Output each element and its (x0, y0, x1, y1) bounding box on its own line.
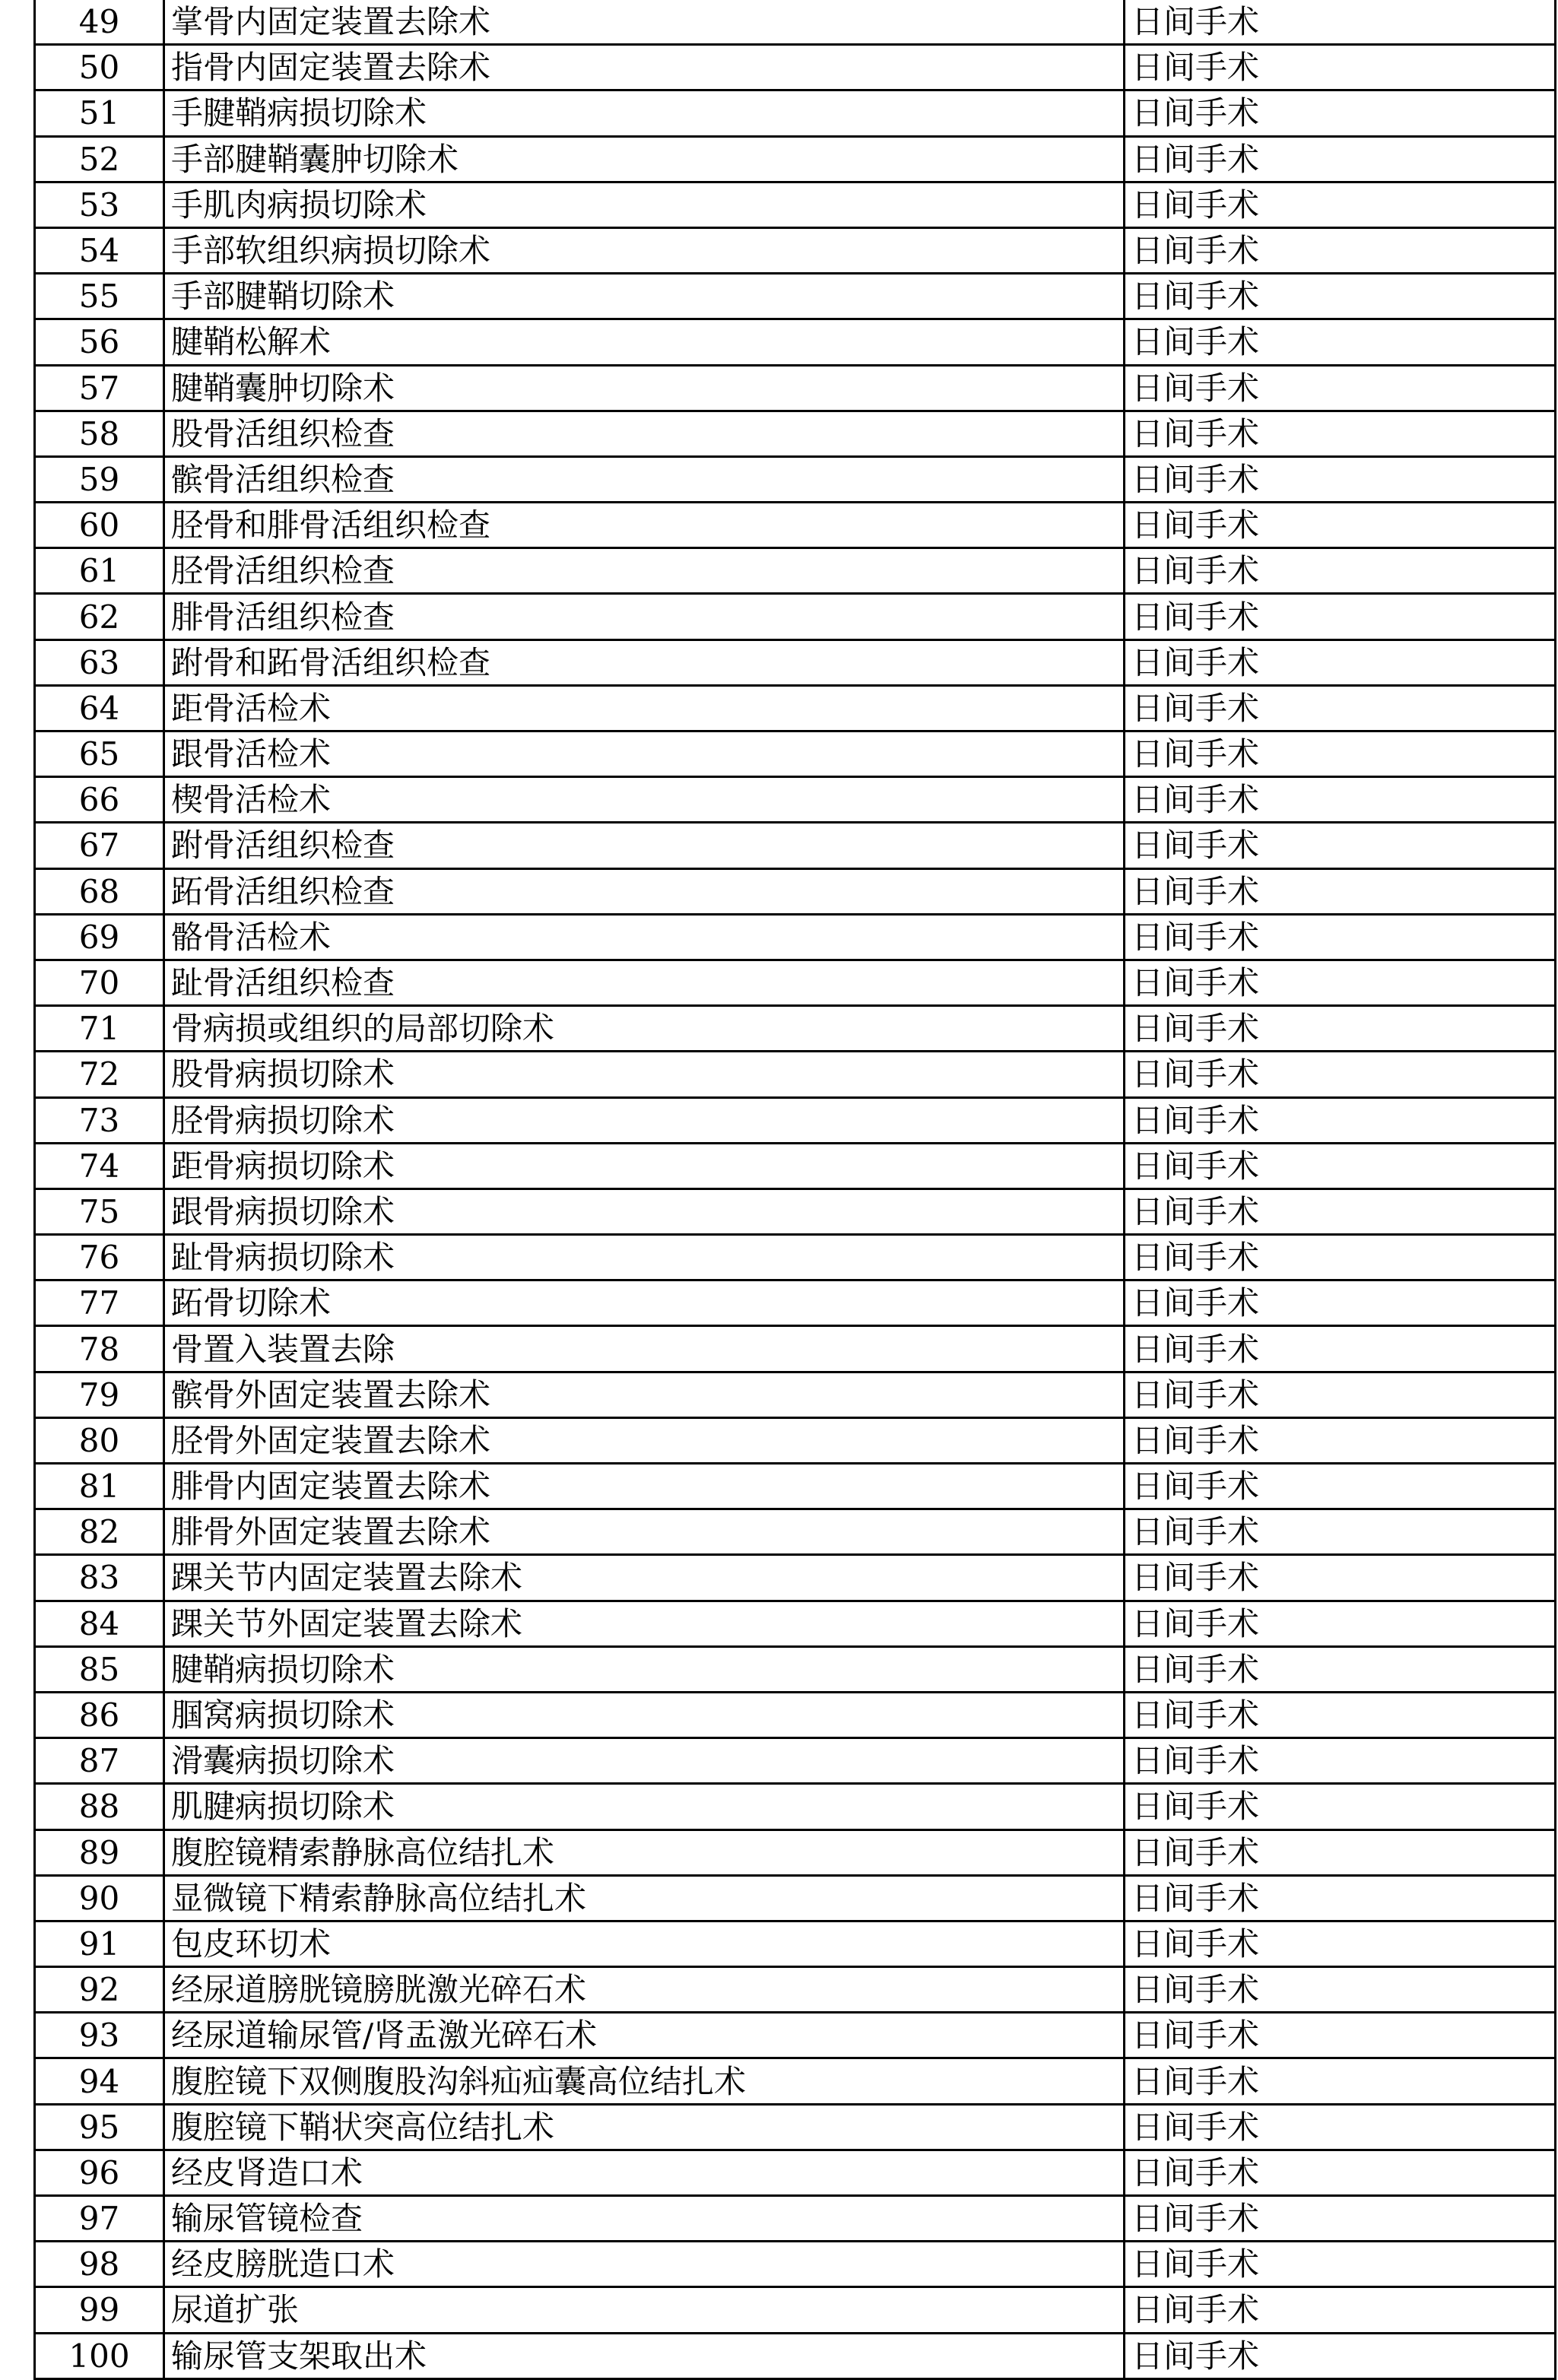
procedure-type-cell: 日间手术 (1125, 182, 1556, 227)
procedure-type-cell: 日间手术 (1125, 960, 1556, 1005)
table-row (35, 2333, 1556, 2378)
table-row (35, 1006, 1556, 1052)
table-row (35, 1601, 1556, 1646)
table-row (35, 914, 1556, 960)
procedure-type-cell: 日间手术 (1125, 503, 1556, 548)
procedure-name-cell: 肌腱病损切除术 (164, 1784, 1125, 1829)
procedure-type-cell: 日间手术 (1125, 1143, 1556, 1188)
row-number-cell: 75 (35, 1188, 164, 1234)
row-number-cell: 86 (35, 1692, 164, 1737)
row-number-cell: 63 (35, 639, 164, 685)
procedure-type-cell: 日间手术 (1125, 1280, 1556, 1326)
table-row (35, 1326, 1556, 1372)
procedure-name-cell: 腹腔镜下鞘状突高位结扎术 (164, 2104, 1125, 2150)
table-row (35, 2242, 1556, 2287)
row-number-cell: 80 (35, 1417, 164, 1463)
row-number-cell: 79 (35, 1372, 164, 1417)
procedure-name-cell: 滑囊病损切除术 (164, 1738, 1125, 1784)
table-row (35, 1921, 1556, 1966)
table-row (35, 90, 1556, 136)
procedure-type-cell: 日间手术 (1125, 1738, 1556, 1784)
procedure-name-cell: 跖骨切除术 (164, 1280, 1125, 1326)
procedure-name-cell: 胫骨病损切除术 (164, 1097, 1125, 1143)
procedure-type-cell: 日间手术 (1125, 1417, 1556, 1463)
procedure-type-cell: 日间手术 (1125, 456, 1556, 502)
procedure-type-cell: 日间手术 (1125, 823, 1556, 868)
procedure-name-cell: 腱鞘病损切除术 (164, 1646, 1125, 1692)
table-row (35, 1188, 1556, 1234)
procedure-type-cell: 日间手术 (1125, 1646, 1556, 1692)
table-row (35, 2287, 1556, 2333)
procedure-type-cell: 日间手术 (1125, 1601, 1556, 1646)
procedure-name-cell: 跗骨活组织检查 (164, 823, 1125, 868)
procedure-type-cell: 日间手术 (1125, 594, 1556, 639)
procedure-type-cell: 日间手术 (1125, 2150, 1556, 2195)
procedure-name-cell: 距骨活检术 (164, 685, 1125, 731)
table-row (35, 456, 1556, 502)
procedure-type-cell: 日间手术 (1125, 2196, 1556, 2242)
procedure-name-cell: 楔骨活检术 (164, 777, 1125, 823)
procedure-name-cell: 经尿道膀胱镜膀胱激光碎石术 (164, 1967, 1125, 2013)
row-number-cell: 65 (35, 731, 164, 777)
table-row (35, 1875, 1556, 1921)
procedure-name-cell: 腓骨活组织检查 (164, 594, 1125, 639)
row-number-cell: 77 (35, 1280, 164, 1326)
row-number-cell: 53 (35, 182, 164, 227)
procedure-type-cell: 日间手术 (1125, 1326, 1556, 1372)
procedure-name-cell: 跗骨和跖骨活组织检查 (164, 639, 1125, 685)
procedure-type-cell: 日间手术 (1125, 1097, 1556, 1143)
procedure-type-cell: 日间手术 (1125, 90, 1556, 136)
procedure-type-cell: 日间手术 (1125, 639, 1556, 685)
procedure-type-cell: 日间手术 (1125, 365, 1556, 411)
procedure-name-cell: 股骨病损切除术 (164, 1052, 1125, 1097)
row-number-cell: 60 (35, 503, 164, 548)
procedure-type-cell: 日间手术 (1125, 0, 1556, 45)
procedure-type-cell: 日间手术 (1125, 2333, 1556, 2378)
table-row (35, 960, 1556, 1005)
procedure-name-cell: 包皮环切术 (164, 1921, 1125, 1966)
table-row (35, 1967, 1556, 2013)
table-row (35, 0, 1556, 45)
row-number-cell: 55 (35, 274, 164, 319)
row-number-cell: 89 (35, 1829, 164, 1875)
procedure-type-cell: 日间手术 (1125, 1188, 1556, 1234)
row-number-cell: 88 (35, 1784, 164, 1829)
procedure-name-cell: 腱鞘松解术 (164, 319, 1125, 365)
procedure-type-cell: 日间手术 (1125, 548, 1556, 594)
row-number-cell: 67 (35, 823, 164, 868)
procedure-type-cell: 日间手术 (1125, 1006, 1556, 1052)
row-number-cell: 59 (35, 456, 164, 502)
row-number-cell: 100 (35, 2333, 164, 2378)
row-number-cell: 73 (35, 1097, 164, 1143)
table-row (35, 685, 1556, 731)
procedure-type-cell: 日间手术 (1125, 1875, 1556, 1921)
procedure-type-cell: 日间手术 (1125, 868, 1556, 914)
table-row (35, 2150, 1556, 2195)
table-row (35, 1738, 1556, 1784)
procedure-name-cell: 髌骨活组织检查 (164, 456, 1125, 502)
procedure-name-cell: 显微镜下精索静脉高位结扎术 (164, 1875, 1125, 1921)
table-row (35, 1692, 1556, 1737)
procedure-name-cell: 胫骨和腓骨活组织检查 (164, 503, 1125, 548)
procedure-name-cell: 输尿管支架取出术 (164, 2333, 1125, 2378)
procedure-type-cell: 日间手术 (1125, 274, 1556, 319)
procedure-name-cell: 手部腱鞘切除术 (164, 274, 1125, 319)
row-number-cell: 92 (35, 1967, 164, 2013)
procedure-name-cell: 经皮膀胱造口术 (164, 2242, 1125, 2287)
procedure-type-cell: 日间手术 (1125, 1372, 1556, 1417)
table-row (35, 639, 1556, 685)
procedure-name-cell: 跟骨病损切除术 (164, 1188, 1125, 1234)
table-row (35, 182, 1556, 227)
table-row (35, 1143, 1556, 1188)
procedure-type-cell: 日间手术 (1125, 1509, 1556, 1555)
procedure-name-cell: 手部腱鞘囊肿切除术 (164, 136, 1125, 182)
table-row (35, 1784, 1556, 1829)
row-number-cell: 94 (35, 2058, 164, 2104)
procedure-name-cell: 踝关节外固定装置去除术 (164, 1601, 1125, 1646)
procedure-type-cell: 日间手术 (1125, 1052, 1556, 1097)
row-number-cell: 58 (35, 411, 164, 456)
procedure-type-cell: 日间手术 (1125, 1555, 1556, 1601)
procedure-table (33, 0, 1556, 2380)
table-row (35, 2013, 1556, 2058)
row-number-cell: 90 (35, 1875, 164, 1921)
procedure-name-cell: 输尿管镜检查 (164, 2196, 1125, 2242)
row-number-cell: 56 (35, 319, 164, 365)
procedure-name-cell: 腘窝病损切除术 (164, 1692, 1125, 1737)
table-row (35, 2104, 1556, 2150)
table-row (35, 777, 1556, 823)
row-number-cell: 51 (35, 90, 164, 136)
procedure-type-cell: 日间手术 (1125, 1967, 1556, 2013)
table-row (35, 365, 1556, 411)
procedure-name-cell: 腓骨外固定装置去除术 (164, 1509, 1125, 1555)
row-number-cell: 78 (35, 1326, 164, 1372)
procedure-name-cell: 骨病损或组织的局部切除术 (164, 1006, 1125, 1052)
row-number-cell: 97 (35, 2196, 164, 2242)
procedure-name-cell: 髌骨外固定装置去除术 (164, 1372, 1125, 1417)
table-row (35, 1509, 1556, 1555)
procedure-type-cell: 日间手术 (1125, 2104, 1556, 2150)
row-number-cell: 85 (35, 1646, 164, 1692)
row-number-cell: 66 (35, 777, 164, 823)
table-row (35, 1646, 1556, 1692)
procedure-type-cell: 日间手术 (1125, 45, 1556, 90)
procedure-name-cell: 手肌肉病损切除术 (164, 182, 1125, 227)
table-row (35, 823, 1556, 868)
procedure-type-cell: 日间手术 (1125, 2242, 1556, 2287)
table-row (35, 548, 1556, 594)
row-number-cell: 95 (35, 2104, 164, 2150)
table-row (35, 503, 1556, 548)
table-row (35, 136, 1556, 182)
table-row (35, 227, 1556, 273)
table-row (35, 1052, 1556, 1097)
row-number-cell: 68 (35, 868, 164, 914)
table-row (35, 731, 1556, 777)
procedure-name-cell: 骨置入装置去除 (164, 1326, 1125, 1372)
procedure-name-cell: 经尿道输尿管/肾盂激光碎石术 (164, 2013, 1125, 2058)
procedure-name-cell: 腱鞘囊肿切除术 (164, 365, 1125, 411)
row-number-cell: 81 (35, 1464, 164, 1509)
procedure-type-cell: 日间手术 (1125, 227, 1556, 273)
procedure-type-cell: 日间手术 (1125, 411, 1556, 456)
procedure-type-cell: 日间手术 (1125, 2013, 1556, 2058)
procedure-name-cell: 趾骨病损切除术 (164, 1235, 1125, 1280)
row-number-cell: 54 (35, 227, 164, 273)
row-number-cell: 52 (35, 136, 164, 182)
procedure-name-cell: 胫骨活组织检查 (164, 548, 1125, 594)
table-row (35, 1097, 1556, 1143)
row-number-cell: 98 (35, 2242, 164, 2287)
procedure-name-cell: 跖骨活组织检查 (164, 868, 1125, 914)
table-row (35, 274, 1556, 319)
procedure-type-cell: 日间手术 (1125, 2287, 1556, 2333)
table-row (35, 2058, 1556, 2104)
procedure-name-cell: 腹腔镜下双侧腹股沟斜疝疝囊高位结扎术 (164, 2058, 1125, 2104)
procedure-name-cell: 股骨活组织检查 (164, 411, 1125, 456)
table-row (35, 319, 1556, 365)
table-row (35, 1372, 1556, 1417)
table-row (35, 411, 1556, 456)
row-number-cell: 72 (35, 1052, 164, 1097)
procedure-type-cell: 日间手术 (1125, 136, 1556, 182)
procedure-table-body (35, 0, 1556, 2378)
row-number-cell: 50 (35, 45, 164, 90)
row-number-cell: 87 (35, 1738, 164, 1784)
procedure-type-cell: 日间手术 (1125, 319, 1556, 365)
procedure-name-cell: 手腱鞘病损切除术 (164, 90, 1125, 136)
row-number-cell: 74 (35, 1143, 164, 1188)
table-row (35, 1555, 1556, 1601)
procedure-name-cell: 腹腔镜精索静脉高位结扎术 (164, 1829, 1125, 1875)
procedure-type-cell: 日间手术 (1125, 914, 1556, 960)
table-row (35, 2196, 1556, 2242)
procedure-name-cell: 骼骨活检术 (164, 914, 1125, 960)
row-number-cell: 57 (35, 365, 164, 411)
row-number-cell: 76 (35, 1235, 164, 1280)
row-number-cell: 99 (35, 2287, 164, 2333)
procedure-type-cell: 日间手术 (1125, 1464, 1556, 1509)
procedure-name-cell: 踝关节内固定装置去除术 (164, 1555, 1125, 1601)
row-number-cell: 84 (35, 1601, 164, 1646)
procedure-type-cell: 日间手术 (1125, 777, 1556, 823)
procedure-name-cell: 手部软组织病损切除术 (164, 227, 1125, 273)
row-number-cell: 62 (35, 594, 164, 639)
procedure-name-cell: 腓骨内固定装置去除术 (164, 1464, 1125, 1509)
procedure-name-cell: 趾骨活组织检查 (164, 960, 1125, 1005)
procedure-type-cell: 日间手术 (1125, 1921, 1556, 1966)
row-number-cell: 82 (35, 1509, 164, 1555)
row-number-cell: 96 (35, 2150, 164, 2195)
procedure-name-cell: 经皮肾造口术 (164, 2150, 1125, 2195)
table-row (35, 868, 1556, 914)
table-row (35, 1464, 1556, 1509)
row-number-cell: 70 (35, 960, 164, 1005)
procedure-name-cell: 尿道扩张 (164, 2287, 1125, 2333)
table-row (35, 594, 1556, 639)
row-number-cell: 69 (35, 914, 164, 960)
procedure-type-cell: 日间手术 (1125, 1692, 1556, 1737)
procedure-type-cell: 日间手术 (1125, 1829, 1556, 1875)
row-number-cell: 91 (35, 1921, 164, 1966)
procedure-name-cell: 距骨病损切除术 (164, 1143, 1125, 1188)
table-row (35, 1235, 1556, 1280)
procedure-type-cell: 日间手术 (1125, 685, 1556, 731)
row-number-cell: 93 (35, 2013, 164, 2058)
table-row (35, 1417, 1556, 1463)
procedure-name-cell: 跟骨活检术 (164, 731, 1125, 777)
table-row (35, 1280, 1556, 1326)
procedure-name-cell: 胫骨外固定装置去除术 (164, 1417, 1125, 1463)
procedure-type-cell: 日间手术 (1125, 1784, 1556, 1829)
table-row (35, 45, 1556, 90)
row-number-cell: 64 (35, 685, 164, 731)
procedure-name-cell: 指骨内固定装置去除术 (164, 45, 1125, 90)
row-number-cell: 61 (35, 548, 164, 594)
row-number-cell: 83 (35, 1555, 164, 1601)
procedure-name-cell: 掌骨内固定装置去除术 (164, 0, 1125, 45)
procedure-type-cell: 日间手术 (1125, 1235, 1556, 1280)
procedure-type-cell: 日间手术 (1125, 2058, 1556, 2104)
procedure-type-cell: 日间手术 (1125, 731, 1556, 777)
row-number-cell: 49 (35, 0, 164, 45)
row-number-cell: 71 (35, 1006, 164, 1052)
table-row (35, 1829, 1556, 1875)
